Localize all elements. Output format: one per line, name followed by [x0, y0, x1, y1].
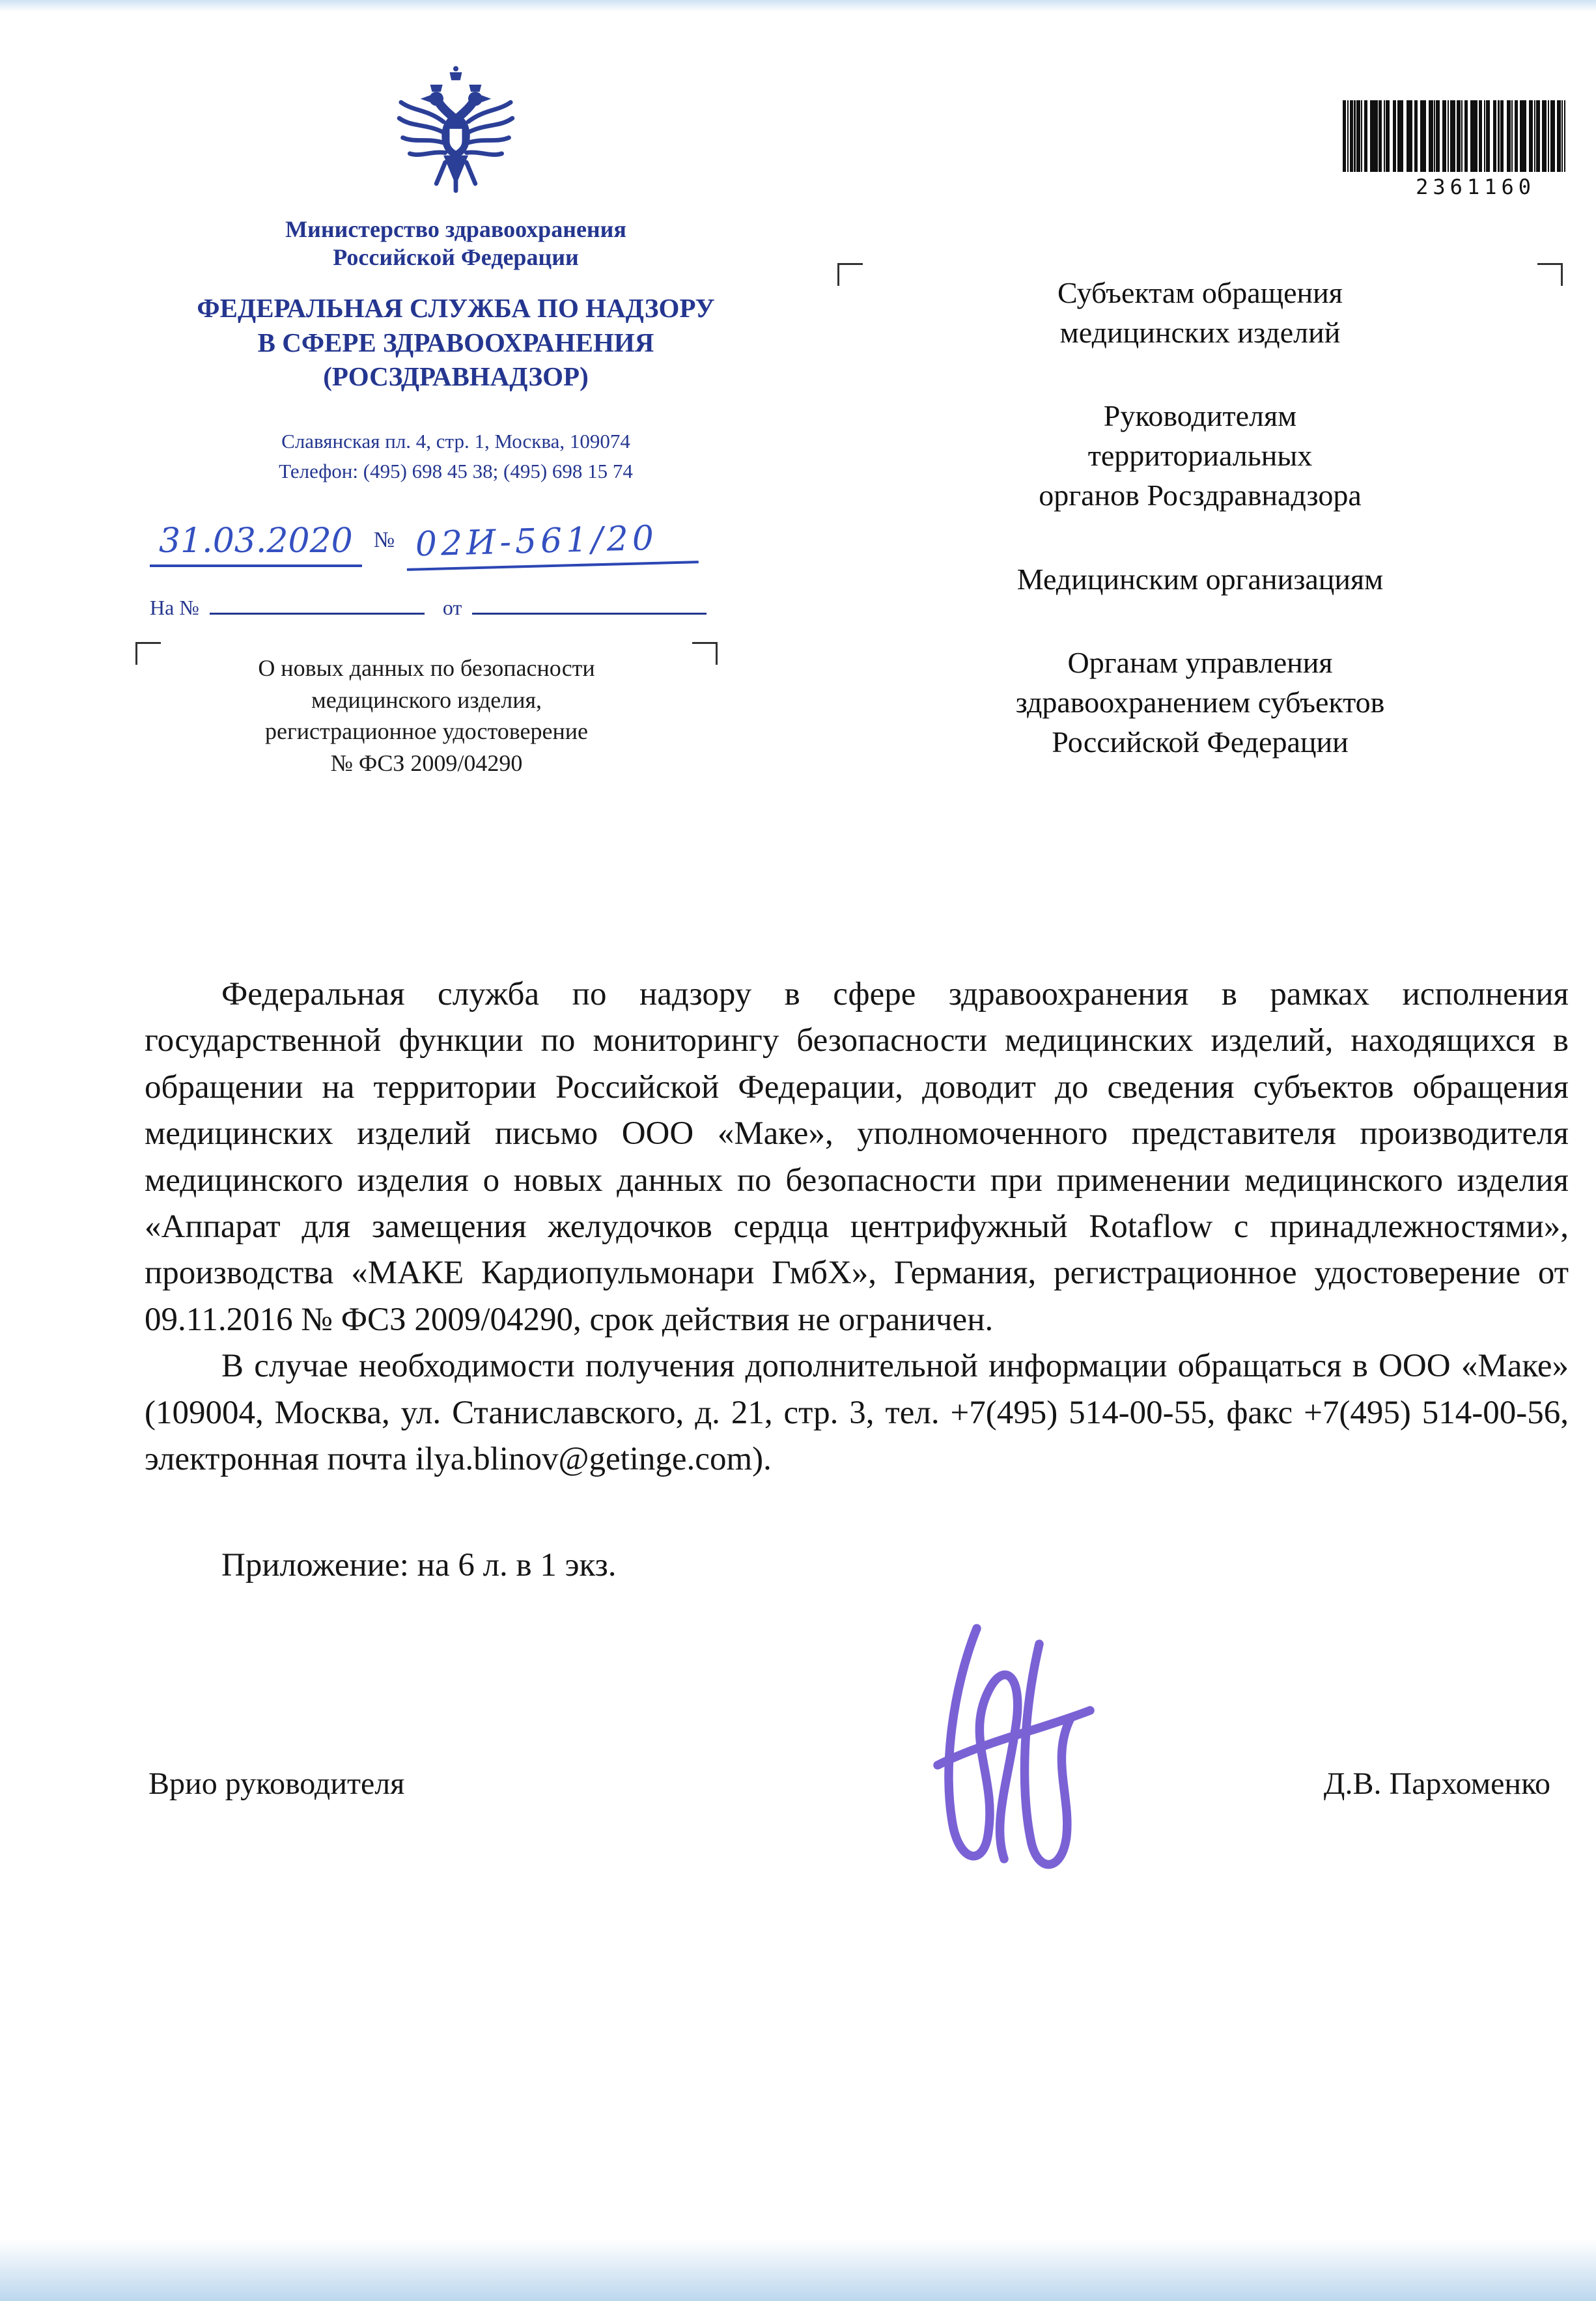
corner-mark-subject-right	[692, 642, 718, 665]
recipient-line: Органам управления	[1067, 646, 1333, 680]
ministry-name	[133, 216, 778, 272]
recipient-group	[847, 273, 1554, 352]
subject-line-4: № ФСЗ 2009/04290	[330, 749, 523, 776]
signer-name: Д.В. Пархоменко	[1323, 1766, 1550, 1801]
recipient-line: органов Росздравнадзора	[1039, 478, 1362, 512]
ministry-line-2: Российской Федерации	[333, 244, 579, 271]
scan-edge-top	[0, 0, 1596, 12]
service-line-1: ФЕДЕРАЛЬНАЯ СЛУЖБА ПО НАДЗОРУ	[197, 293, 715, 324]
service-line-2: В СФЕРЕ ЗДРАВООХРАНЕНИЯ	[257, 327, 654, 357]
signer-position: Врио руководителя	[148, 1766, 405, 1801]
sender-phone: Телефон: (495) 698 45 38; (495) 698 15 74	[279, 459, 633, 482]
coat-of-arms-emblem	[394, 62, 518, 206]
recipient-group	[847, 643, 1554, 762]
barcode-number: 2361160	[1416, 174, 1535, 199]
incoming-ref-line	[133, 592, 778, 620]
subject-line-1: О новых данных по безопасности	[258, 655, 595, 681]
scan-edge-bottom	[0, 2239, 1596, 2301]
sender-address: Славянская пл. 4, стр. 1, Москва, 109074	[281, 429, 630, 453]
subject-block	[145, 652, 708, 779]
sender-contact	[133, 426, 778, 486]
subject-line-3: регистрационное удостоверение	[264, 718, 589, 745]
recipients-block	[847, 273, 1554, 762]
body-paragraph-2: В случае необходимости получения дополнительной информации обращаться в ООО «Маке» (109004, Москва, ул. Станиславского, д. 21, стр. 3, тел. +7(495) 514-00-55, факс +7(495) 514-00-56, электронная почта ilya.blinov@getinge.com).	[145, 1348, 1569, 1477]
handwritten-signature	[910, 1613, 1106, 1893]
corner-mark-recipients-right	[1537, 263, 1563, 286]
recipient-group	[847, 397, 1554, 515]
recipient-line: здравоохранением субъектов	[1015, 686, 1385, 719]
barcode	[1340, 98, 1568, 202]
recipient-line: Российской Федерации	[1052, 725, 1349, 759]
outgoing-ref-line	[133, 518, 778, 567]
recipient-line: Руководителям	[1103, 399, 1297, 433]
sender-block	[133, 62, 778, 620]
service-name	[133, 291, 778, 393]
recipient-line: медицинских изделий	[1059, 315, 1341, 349]
handwritten-number: 02И-561/20	[406, 518, 699, 571]
service-line-3: (РОСЗДРАВНАДЗОР)	[323, 361, 589, 392]
ref-label-na: На №	[150, 595, 199, 619]
ref-blank-date	[472, 592, 707, 615]
body-paragraph-1: Федеральная служба по надзору в сфере здравоохранения в рамках исполнения государственной функции по мониторингу безопасности медицинских изделий, находящихся в обращении на территории Российской Федерации, доводит до сведения субъектов обращения медицинских изделий письмо ООО «Маке», уполномоченного представителя производителя медицинского изделия о новых данных по безопасности при применении медицинского изделия «Аппарат для замещения желудочков сердца центрифужный Rotaflow с принадлежностями», производства «МАКЕ Кардиопульмонари ГмбХ», Германия, регистрационное удостоверение от 09.11.2016 № ФСЗ 2009/04290, срок действия не ограничен.	[145, 976, 1569, 1338]
corner-mark-recipients-left	[837, 263, 863, 286]
letter-body	[145, 971, 1569, 1589]
handwritten-date: 31.03.2020	[150, 522, 362, 567]
attachment-line: Приложение: на 6 л. в 1 экз.	[221, 1547, 617, 1584]
barcode-bars	[1343, 100, 1565, 172]
recipient-line: Субъектам обращения	[1057, 276, 1343, 309]
recipient-line: территориальных	[1087, 439, 1313, 473]
number-sign: №	[373, 527, 395, 552]
ministry-line-1: Министерство здравоохранения	[285, 216, 626, 242]
subject-line-2: медицинского изделия,	[311, 686, 542, 713]
recipient-group	[847, 560, 1554, 600]
ref-label-ot: от	[442, 595, 462, 619]
corner-mark-subject-left	[135, 642, 161, 665]
recipient-line: Медицинским организациям	[1016, 562, 1384, 596]
ref-blank-number	[210, 592, 425, 615]
